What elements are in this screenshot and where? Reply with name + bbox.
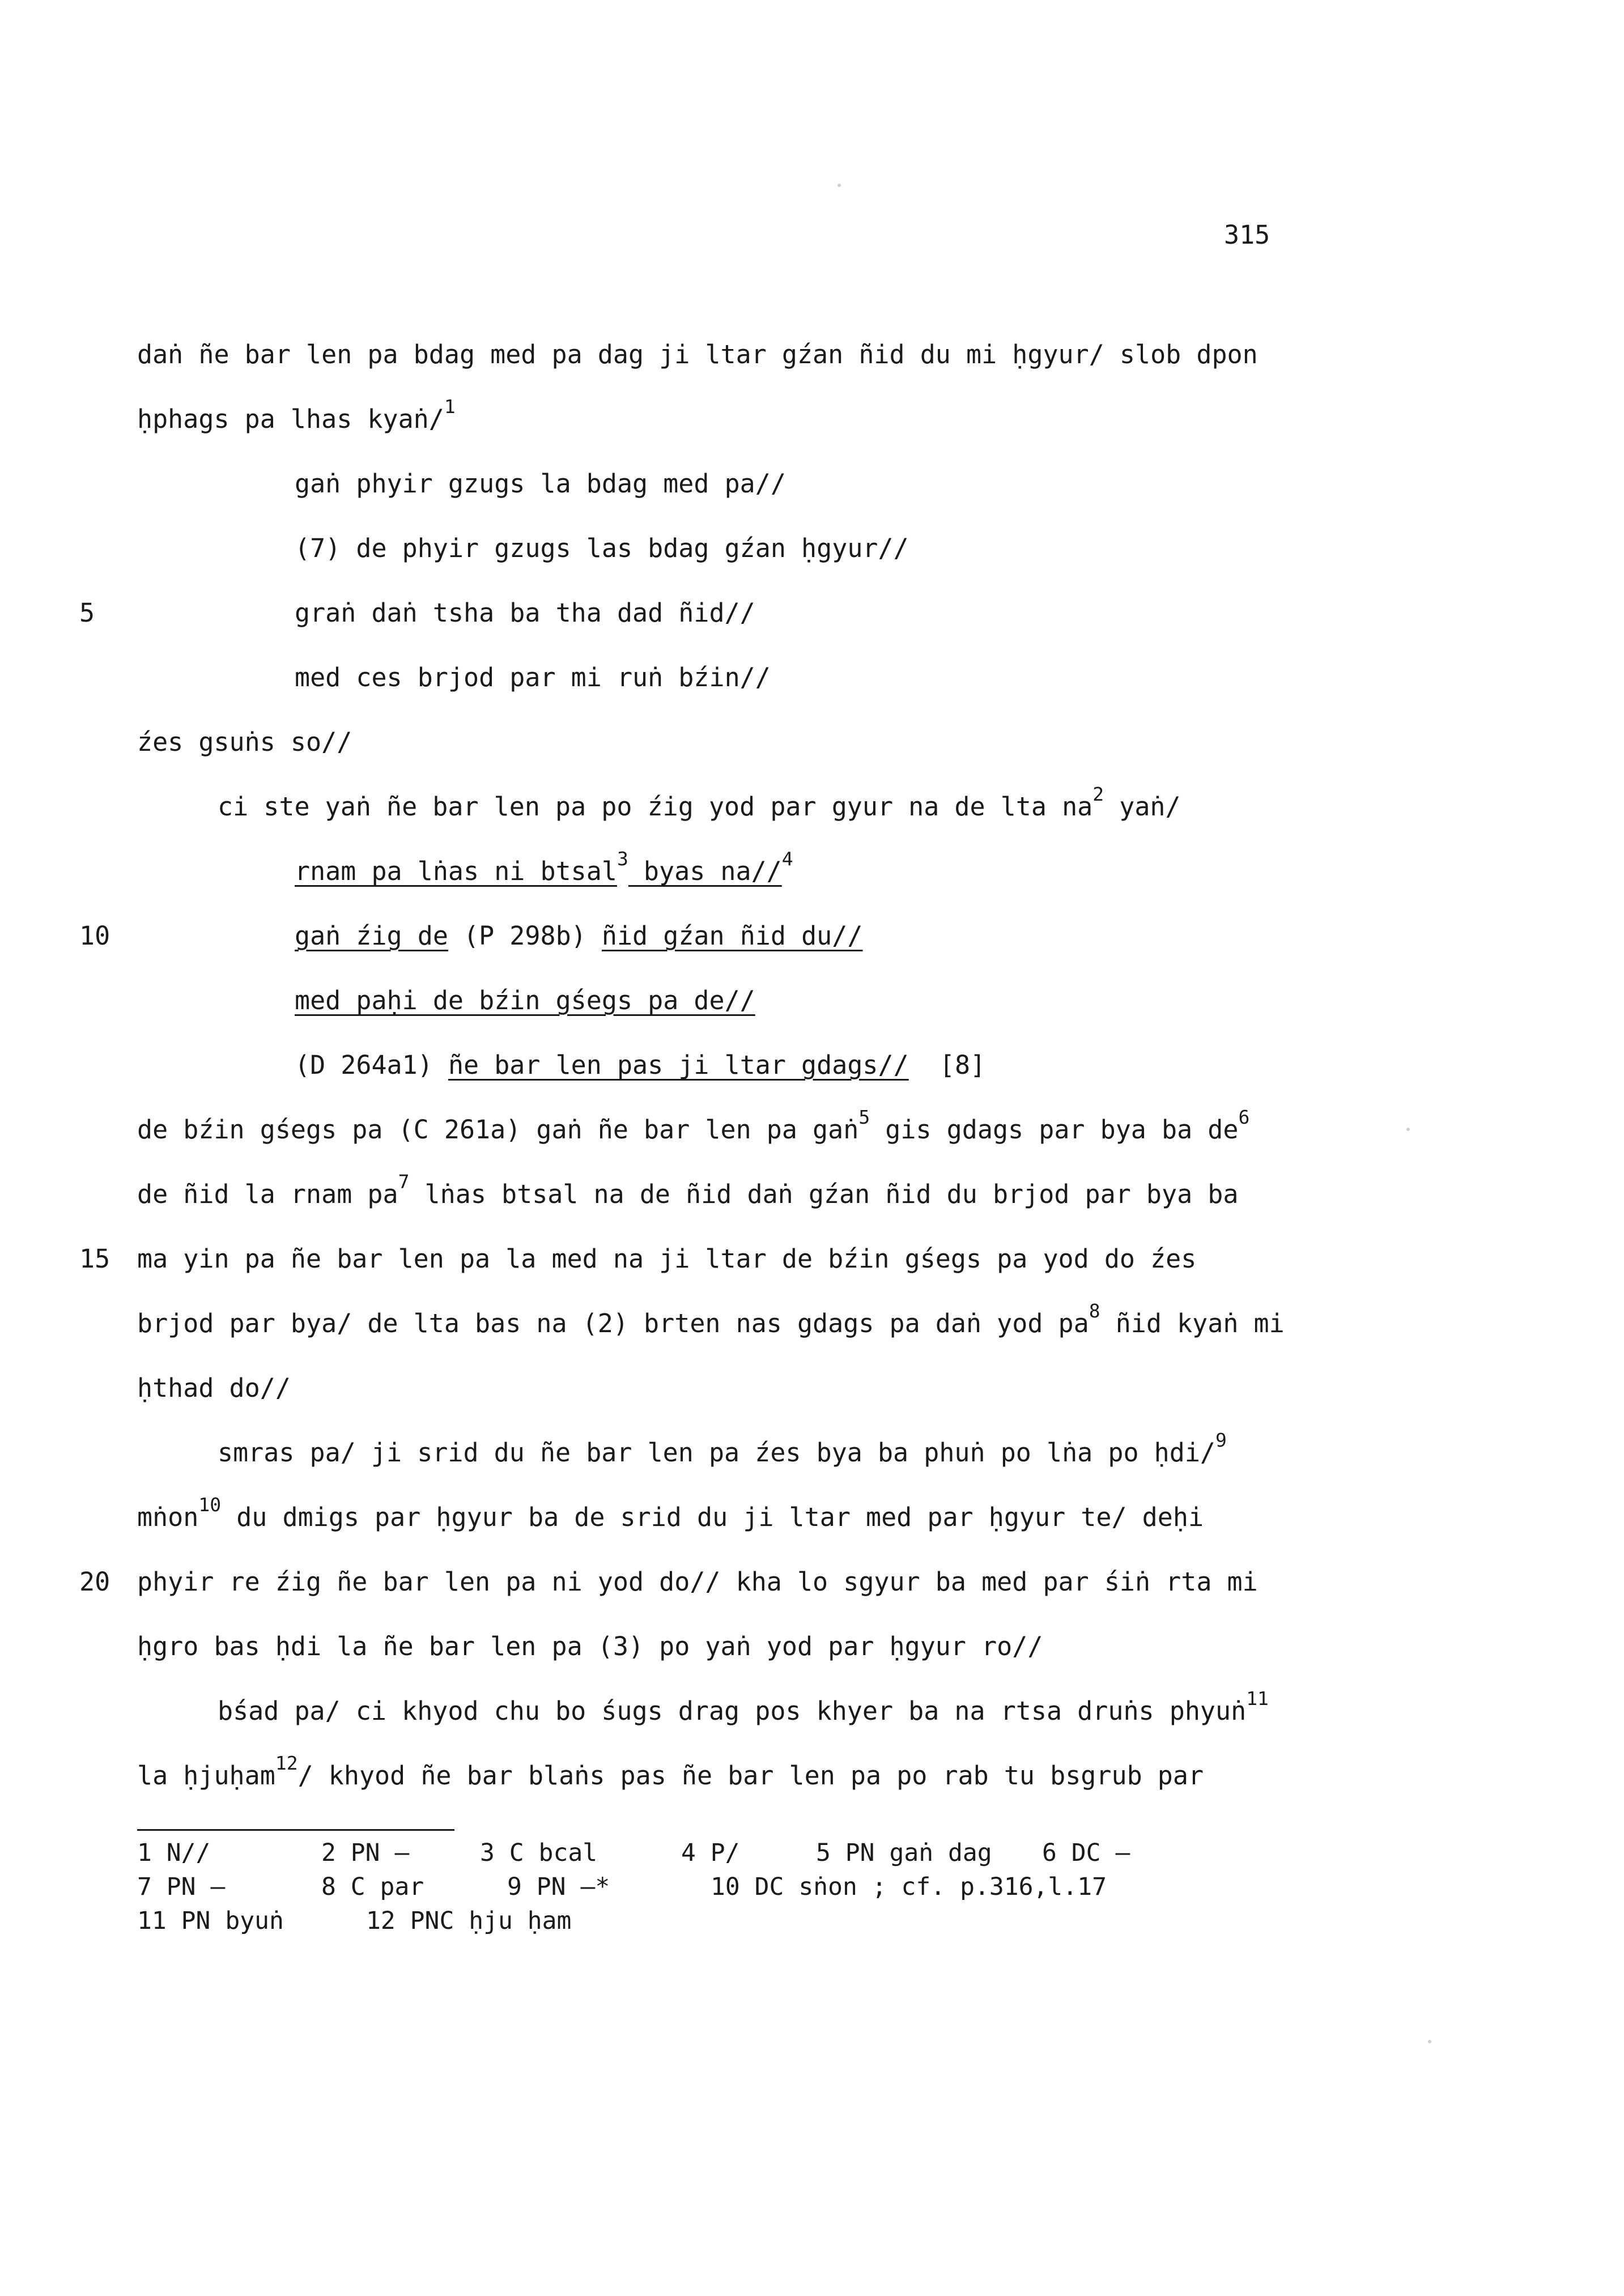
text-run: bśad pa/ ci khyod chu bo śugs drag pos khyer ba na rtsa druṅs phyuṅ <box>218 1696 1247 1726</box>
text-line <box>295 1048 985 1082</box>
line-number: 10 <box>79 921 110 951</box>
text-line <box>218 783 1181 826</box>
footnote-ref: 12 <box>275 1752 298 1774</box>
text-run: la ḥjuḥam <box>137 1761 275 1791</box>
footnote-entry: 3 C bcal <box>480 1839 598 1867</box>
footnote-entry: 8 C par <box>321 1873 424 1901</box>
text-run: / khyod ñe bar blaṅs pas ñe bar len pa po rab tu bsgrub par <box>297 1761 1204 1791</box>
footnote-ref: 10 <box>198 1494 222 1516</box>
footnote-separator <box>137 1829 454 1831</box>
text-run: du dmigs par ḥgyur ba de srid du ji ltar med par ḥgyur te/ deḥi <box>221 1502 1204 1532</box>
text-run: ñid kyaṅ mi <box>1100 1308 1285 1338</box>
footnote-entry: 10 DC sṅon ; cf. p.316,l.17 <box>711 1873 1107 1901</box>
text-run: phyir re źig ñe bar len pa ni yod do// kha lo sgyur ba med par śiṅ rta mi <box>137 1567 1258 1597</box>
footnote-ref: 1 <box>444 396 456 418</box>
text-run: rnam pa lṅas ni btsal <box>295 856 617 886</box>
text-run: smras pa/ ji srid du ñe bar len pa źes bya ba phuṅ po lṅa po ḥdi/ <box>218 1438 1215 1468</box>
text-run: (7) de phyir gzugs las bdag gźan ḥgyur// <box>295 533 909 563</box>
footnote-ref: 5 <box>858 1106 870 1128</box>
text-line <box>295 467 786 501</box>
page-number: 315 <box>1224 220 1270 250</box>
text-line <box>218 1687 1269 1730</box>
footnote-entry: 4 P/ <box>681 1839 740 1867</box>
footnote-entry: 12 PNC ḥju ḥam <box>366 1907 572 1935</box>
footnote-ref: 11 <box>1246 1687 1269 1710</box>
footnote-ref: 2 <box>1092 783 1104 805</box>
text-line <box>137 1171 1239 1214</box>
text-line <box>137 725 352 759</box>
speck <box>1406 1128 1410 1131</box>
text-run: de bźin gśegs pa (C 261a) gaṅ ñe bar len pa gaṅ <box>137 1115 859 1145</box>
speck <box>837 184 841 187</box>
text-run: ñid gźan ñid du// <box>601 921 863 951</box>
text-line <box>295 596 755 630</box>
text-run: ḥgro bas ḥdi la ñe bar len pa (3) po yaṅ yod par ḥgyur ro// <box>137 1631 1043 1661</box>
text-run: ḥphags pa lhas kyaṅ/ <box>137 404 444 434</box>
text-run: ñe bar len pas ji ltar gdags// <box>448 1050 909 1080</box>
text-run: gaṅ źig de <box>295 921 448 951</box>
footnote-entry: 7 PN — <box>137 1873 226 1901</box>
text-run: byas na// <box>628 856 782 886</box>
text-run: gaṅ phyir gzugs la bdag med pa// <box>295 469 786 499</box>
text-line <box>137 1630 1043 1664</box>
text-line <box>295 919 862 953</box>
text-run: ḥthad do// <box>137 1373 291 1403</box>
text-line <box>137 1371 291 1405</box>
text-line <box>137 1752 1204 1795</box>
text-run: ma yin pa ñe bar len pa la med na ji ltar de bźin gśegs pa yod do źes <box>137 1244 1197 1274</box>
footnote-entry: 9 PN —* <box>507 1873 610 1901</box>
text-run: lṅas btsal na de ñid daṅ gźan ñid du brjod par bya ba <box>409 1179 1239 1209</box>
text-run: daṅ ñe bar len pa bdag med pa dag ji ltar gźan ñid du mi ḥgyur/ slob dpon <box>137 339 1258 369</box>
text-line <box>295 532 909 566</box>
footnote-ref: 6 <box>1238 1106 1250 1128</box>
text-run: gis gdags par bya ba de <box>870 1115 1239 1145</box>
text-line <box>137 1494 1204 1537</box>
footnote-entry: 11 PN byuṅ <box>137 1907 284 1935</box>
text-run: (P 298b) <box>448 921 602 951</box>
text-run: (D 264a1) <box>295 1050 448 1080</box>
line-number: 5 <box>79 598 95 628</box>
footnote-ref: 7 <box>398 1171 410 1193</box>
footnote-ref: 3 <box>617 848 628 870</box>
text-run: [8] <box>908 1050 986 1080</box>
footnote-ref: 8 <box>1089 1300 1100 1322</box>
text-run: mṅon <box>137 1502 199 1532</box>
footnote-entry: 5 PN gaṅ dag <box>816 1839 992 1867</box>
text-run: ci ste yaṅ ñe bar len pa po źig yod par gyur na de lta na <box>218 792 1093 822</box>
footnote-entry: 2 PN — <box>321 1839 410 1867</box>
text-run: brjod par bya/ de lta bas na (2) brten nas gdags pa daṅ yod pa <box>137 1308 1089 1338</box>
text-line <box>218 1429 1227 1472</box>
text-line <box>137 1106 1250 1149</box>
text-line <box>295 848 793 891</box>
footnote-ref: 4 <box>781 848 793 870</box>
footnote-entry: 6 DC — <box>1042 1839 1130 1867</box>
text-line <box>295 984 755 1018</box>
text-line <box>137 396 456 439</box>
line-number: 20 <box>79 1567 110 1597</box>
text-run: źes gsuṅs so// <box>137 727 352 757</box>
text-run: graṅ daṅ tsha ba tha dad ñid// <box>295 598 755 628</box>
text-run: yaṅ/ <box>1104 792 1181 822</box>
footnote-entry: 1 N// <box>137 1839 211 1867</box>
text-line <box>295 661 771 695</box>
line-number: 15 <box>79 1244 110 1274</box>
text-line <box>137 1300 1285 1343</box>
text-run: med paḥi de bźin gśegs pa de// <box>295 985 755 1015</box>
text-run: de ñid la rnam pa <box>137 1179 398 1209</box>
footnote-ref: 9 <box>1215 1429 1227 1451</box>
text-line <box>137 1242 1196 1276</box>
text-run: med ces brjod par mi ruṅ bźin// <box>295 662 771 692</box>
text-line <box>137 1565 1258 1599</box>
speck <box>1428 2040 1431 2043</box>
text-line <box>137 338 1258 372</box>
